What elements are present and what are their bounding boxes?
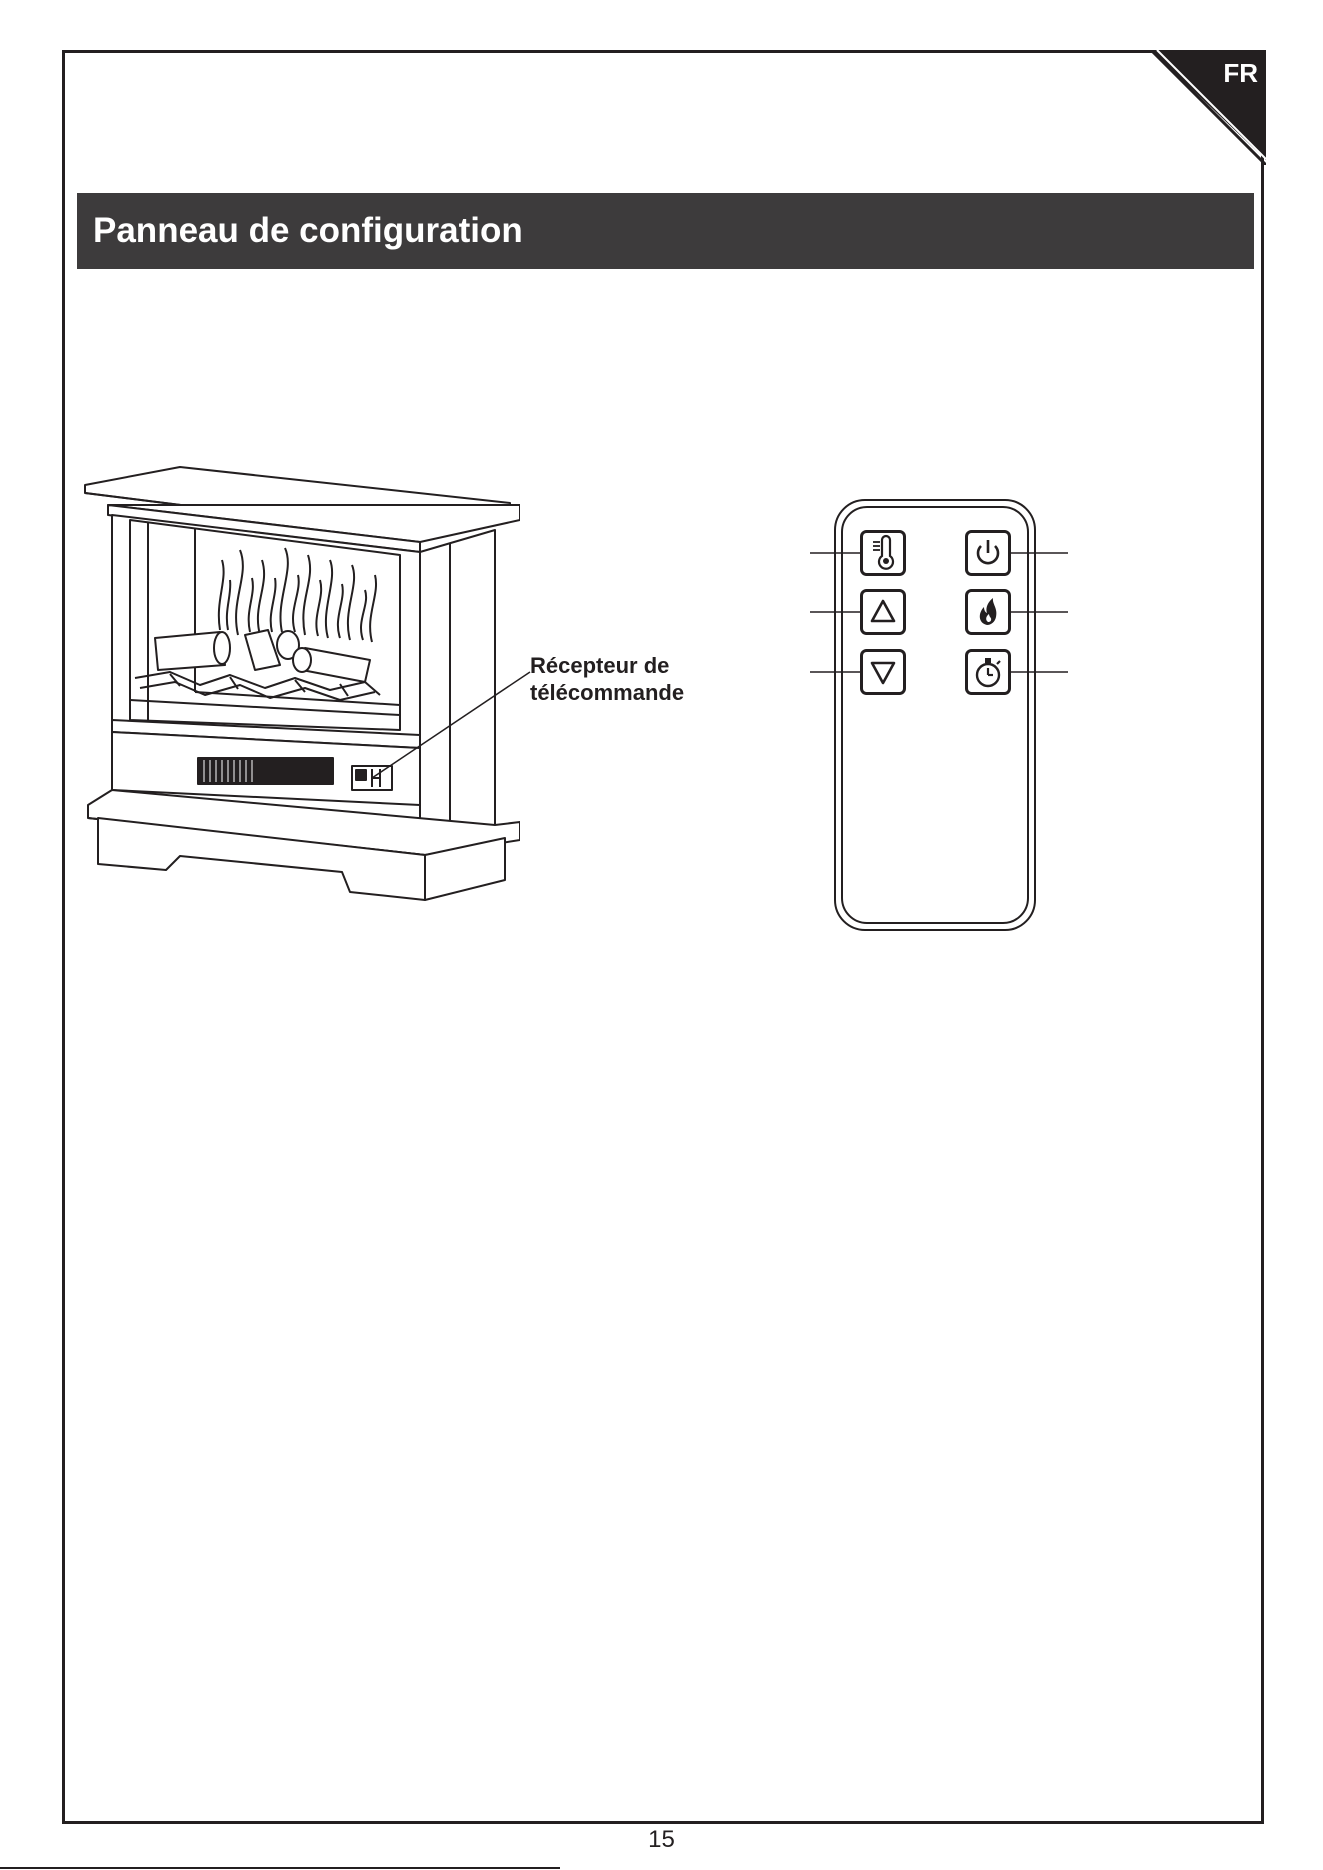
section-title: Panneau de configuration [93, 211, 523, 250]
page-number: 15 [648, 1826, 675, 1853]
receiver-label-line-1: Récepteur de [530, 653, 670, 678]
flame-button[interactable] [965, 589, 1011, 635]
down-button[interactable] [860, 649, 906, 695]
receiver-callout [530, 652, 684, 706]
section-header [77, 193, 1254, 269]
fireplace-illustration [80, 460, 520, 910]
language-code: FR [1223, 58, 1258, 88]
up-button[interactable] [860, 589, 906, 635]
up-arrow-icon [860, 589, 906, 635]
remote-control [810, 495, 1090, 940]
thermometer-icon [860, 530, 906, 576]
flame-icon [965, 589, 1011, 635]
timer-button[interactable] [965, 649, 1011, 695]
language-tab [1151, 50, 1266, 165]
receiver-label-line-2: télécommande [530, 680, 685, 705]
bottom-rule [0, 1867, 560, 1869]
thermometer-button[interactable] [860, 530, 906, 576]
timer-icon [965, 649, 1011, 695]
down-arrow-icon [860, 649, 906, 695]
power-button[interactable] [965, 530, 1011, 576]
power-icon [965, 530, 1011, 576]
